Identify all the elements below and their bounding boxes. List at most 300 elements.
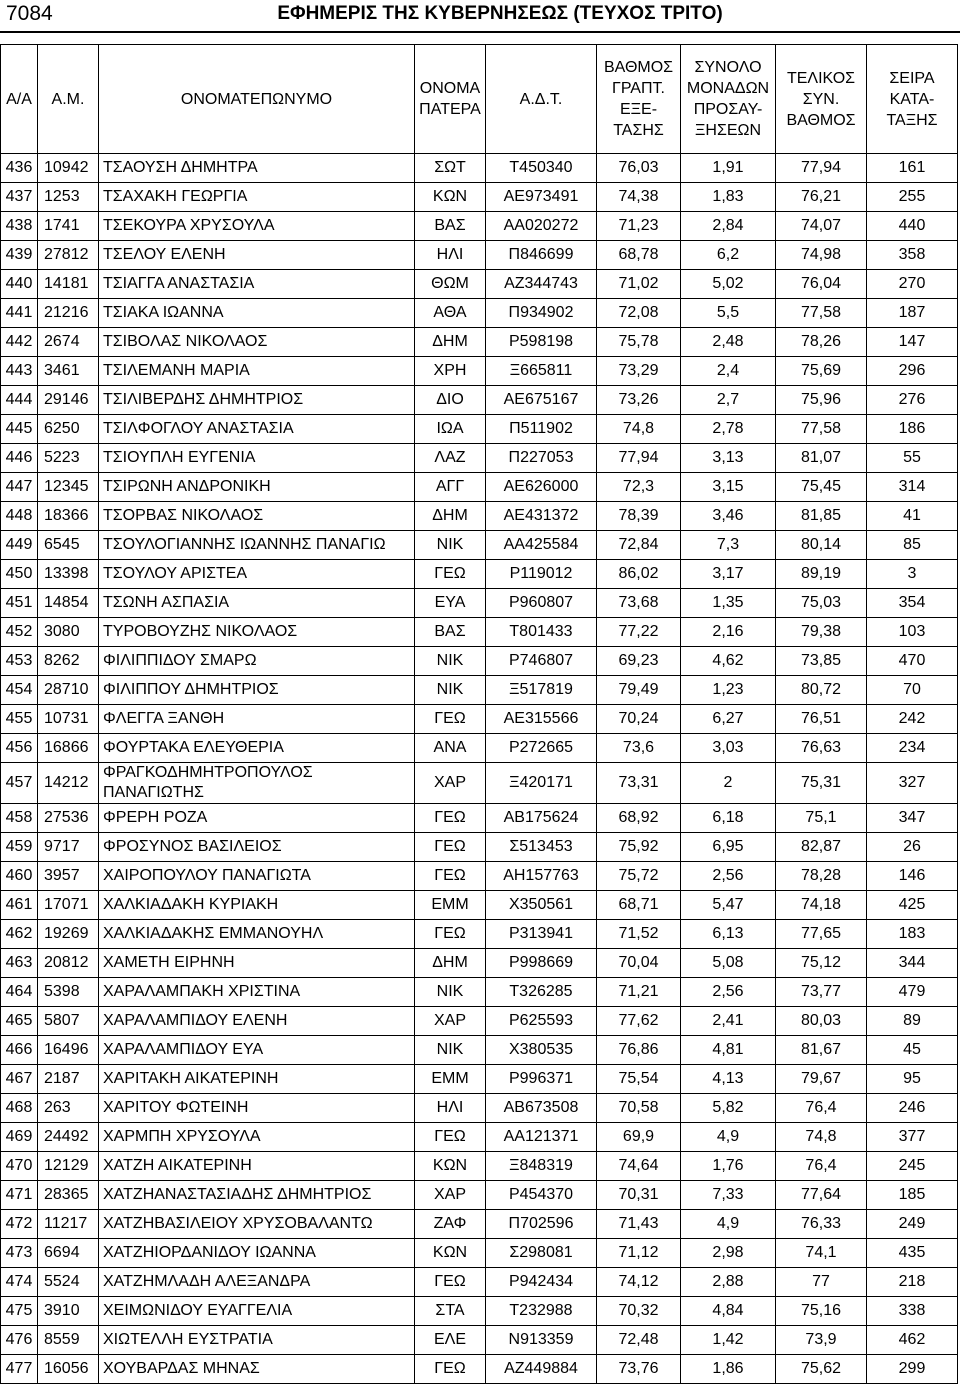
cell-final-grade: 77,58 <box>776 415 867 444</box>
cell-aa: 475 <box>1 1297 38 1326</box>
cell-rank: 161 <box>867 154 958 183</box>
cell-final-grade: 77,58 <box>776 299 867 328</box>
cell-am: 6694 <box>38 1239 99 1268</box>
cell-am: 10731 <box>38 705 99 734</box>
cell-exam-grade: 73,31 <box>597 763 681 804</box>
cell-name: ΦΛΕΓΓΑ ΞΑΝΘΗ <box>99 705 415 734</box>
cell-bonus: 7,3 <box>681 531 776 560</box>
header-line: ΜΟΝΑΔΩΝ <box>686 80 770 97</box>
cell-bonus: 2 <box>681 763 776 804</box>
cell-am: 5223 <box>38 444 99 473</box>
cell-final-grade: 77,64 <box>776 1181 867 1210</box>
cell-final-grade: 77 <box>776 1268 867 1297</box>
cell-am: 6545 <box>38 531 99 560</box>
cell-name: ΧΑΡΑΛΑΜΠΙΔΟΥ ΕΛΕΝΗ <box>99 1007 415 1036</box>
cell-rank: 347 <box>867 804 958 833</box>
header-line: ΚΑΤΑ- <box>889 90 935 108</box>
cell-aa: 471 <box>1 1181 38 1210</box>
cell-aa: 449 <box>1 531 38 560</box>
cell-name: ΧΟΥΒΑΡΔΑΣ ΜΗΝΑΣ <box>99 1355 415 1384</box>
cell-aa: 462 <box>1 920 38 949</box>
cell-id: Π511902 <box>486 415 597 444</box>
cell-id: Τ326285 <box>486 978 597 1007</box>
cell-rank: 147 <box>867 328 958 357</box>
cell-exam-grade: 76,03 <box>597 154 681 183</box>
cell-bonus: 5,08 <box>681 949 776 978</box>
cell-father: ΝΙΚ <box>415 978 486 1007</box>
cell-father: ΒΑΣ <box>415 212 486 241</box>
cell-id: Τ450340 <box>486 154 597 183</box>
cell-final-grade: 77,65 <box>776 920 867 949</box>
cell-rank: 55 <box>867 444 958 473</box>
cell-aa: 436 <box>1 154 38 183</box>
cell-name: ΤΣΙΛΙΒΕΡΔΗΣ ΔΗΜΗΤΡΙΟΣ <box>99 386 415 415</box>
cell-name: ΤΣΩΝΗ ΑΣΠΑΣΙΑ <box>99 589 415 618</box>
cell-aa: 439 <box>1 241 38 270</box>
cell-rank: 249 <box>867 1210 958 1239</box>
cell-id: Ρ625593 <box>486 1007 597 1036</box>
cell-name: ΧΑΡΜΠΗ ΧΡΥΣΟΥΛΑ <box>99 1123 415 1152</box>
table-header-row <box>1 45 958 154</box>
cell-final-grade: 75,03 <box>776 589 867 618</box>
cell-final-grade: 81,07 <box>776 444 867 473</box>
cell-final-grade: 89,19 <box>776 560 867 589</box>
cell-exam-grade: 69,23 <box>597 647 681 676</box>
cell-rank: 358 <box>867 241 958 270</box>
cell-bonus: 4,13 <box>681 1065 776 1094</box>
cell-rank: 45 <box>867 1036 958 1065</box>
cell-exam-grade: 68,92 <box>597 804 681 833</box>
table-row <box>1 502 958 531</box>
cell-exam-grade: 71,43 <box>597 1210 681 1239</box>
table-row <box>1 1094 958 1123</box>
cell-bonus: 1,42 <box>681 1326 776 1355</box>
cell-name: ΤΥΡΟΒΟΥΖΗΣ ΝΙΚΟΛΑΟΣ <box>99 618 415 647</box>
cell-exam-grade: 72,08 <box>597 299 681 328</box>
cell-bonus: 1,83 <box>681 183 776 212</box>
cell-am: 17071 <box>38 891 99 920</box>
cell-final-grade: 76,51 <box>776 705 867 734</box>
cell-am: 19269 <box>38 920 99 949</box>
cell-rank: 314 <box>867 473 958 502</box>
cell-bonus: 1,86 <box>681 1355 776 1384</box>
cell-exam-grade: 74,64 <box>597 1152 681 1181</box>
cell-name: ΦΙΛΙΠΠΙΔΟΥ ΣΜΑΡΩ <box>99 647 415 676</box>
cell-exam-grade: 79,49 <box>597 676 681 705</box>
cell-rank: 41 <box>867 502 958 531</box>
cell-id: ΑΕ315566 <box>486 705 597 734</box>
cell-am: 3910 <box>38 1297 99 1326</box>
cell-aa: 454 <box>1 676 38 705</box>
table-row <box>1 299 958 328</box>
cell-bonus: 3,03 <box>681 734 776 763</box>
table-row <box>1 183 958 212</box>
cell-rank: 185 <box>867 1181 958 1210</box>
cell-id: ΑΖ344743 <box>486 270 597 299</box>
table-row <box>1 618 958 647</box>
cell-name: ΤΣΟΡΒΑΣ ΝΙΚΟΛΑΟΣ <box>99 502 415 531</box>
cell-name: ΤΣΙΛΦΟΓΛΟΥ ΑΝΑΣΤΑΣΙΑ <box>99 415 415 444</box>
cell-exam-grade: 86,02 <box>597 560 681 589</box>
table-row <box>1 763 958 804</box>
cell-bonus: 2,48 <box>681 328 776 357</box>
cell-final-grade: 75,16 <box>776 1297 867 1326</box>
cell-id: ΑΑ020272 <box>486 212 597 241</box>
cell-id: Χ380535 <box>486 1036 597 1065</box>
cell-final-grade: 80,14 <box>776 531 867 560</box>
cell-rank: 354 <box>867 589 958 618</box>
cell-am: 3080 <box>38 618 99 647</box>
cell-bonus: 4,62 <box>681 647 776 676</box>
cell-name: ΧΑΛΚΙΑΔΑΚΗ ΚΥΡΙΑΚΗ <box>99 891 415 920</box>
cell-id: Ρ454370 <box>486 1181 597 1210</box>
cell-bonus: 6,13 <box>681 920 776 949</box>
cell-father: ΗΛΙ <box>415 241 486 270</box>
cell-am: 16496 <box>38 1036 99 1065</box>
cell-id: Ρ119012 <box>486 560 597 589</box>
table-row <box>1 647 958 676</box>
cell-final-grade: 75,62 <box>776 1355 867 1384</box>
cell-aa: 472 <box>1 1210 38 1239</box>
cell-am: 6250 <box>38 415 99 444</box>
cell-bonus: 7,33 <box>681 1181 776 1210</box>
cell-aa: 465 <box>1 1007 38 1036</box>
cell-am: 29146 <box>38 386 99 415</box>
cell-am: 12345 <box>38 473 99 502</box>
table-row <box>1 734 958 763</box>
cell-name: ΤΣΙΑΓΓΑ ΑΝΑΣΤΑΣΙΑ <box>99 270 415 299</box>
cell-bonus: 5,82 <box>681 1094 776 1123</box>
cell-exam-grade: 68,71 <box>597 891 681 920</box>
cell-father: ΕΜΜ <box>415 1065 486 1094</box>
header-line: ΣΕΙΡΑ <box>889 69 935 87</box>
cell-final-grade: 75,31 <box>776 763 867 804</box>
cell-am: 5398 <box>38 978 99 1007</box>
cell-father: ΔΙΟ <box>415 386 486 415</box>
cell-bonus: 6,95 <box>681 833 776 862</box>
cell-father: ΑΘΑ <box>415 299 486 328</box>
cell-aa: 453 <box>1 647 38 676</box>
cell-aa: 450 <box>1 560 38 589</box>
header-line: ΕΞΕ- <box>619 101 658 118</box>
cell-father: ΓΕΩ <box>415 705 486 734</box>
table-row <box>1 676 958 705</box>
cell-father: ΣΤΑ <box>415 1297 486 1326</box>
cell-id: Ρ598198 <box>486 328 597 357</box>
cell-father: ΝΙΚ <box>415 647 486 676</box>
cell-exam-grade: 71,12 <box>597 1239 681 1268</box>
table-row <box>1 978 958 1007</box>
cell-id: ΑΒ175624 <box>486 804 597 833</box>
table-row <box>1 891 958 920</box>
cell-exam-grade: 73,29 <box>597 357 681 386</box>
cell-name: ΧΑΙΡΟΠΟΥΛΟΥ ΠΑΝΑΓΙΩΤΑ <box>99 862 415 891</box>
page-header <box>0 0 960 36</box>
cell-id: Ρ272665 <box>486 734 597 763</box>
cell-father: ΣΩΤ <box>415 154 486 183</box>
cell-aa: 466 <box>1 1036 38 1065</box>
table-row <box>1 560 958 589</box>
cell-father: ΑΓΓ <box>415 473 486 502</box>
cell-name: ΤΣΑΧΑΚΗ ΓΕΩΡΓΙΑ <box>99 183 415 212</box>
cell-id: Π934902 <box>486 299 597 328</box>
cell-aa: 444 <box>1 386 38 415</box>
cell-father: ΑΝΑ <box>415 734 486 763</box>
cell-bonus: 4,9 <box>681 1123 776 1152</box>
cell-aa: 463 <box>1 949 38 978</box>
cell-exam-grade: 73,68 <box>597 589 681 618</box>
header-line: ΤΑΞΗΣ <box>886 111 938 129</box>
cell-final-grade: 73,9 <box>776 1326 867 1355</box>
cell-exam-grade: 74,12 <box>597 1268 681 1297</box>
cell-final-grade: 74,8 <box>776 1123 867 1152</box>
cell-id: Ξ848319 <box>486 1152 597 1181</box>
cell-exam-grade: 73,6 <box>597 734 681 763</box>
cell-aa: 440 <box>1 270 38 299</box>
cell-bonus: 3,15 <box>681 473 776 502</box>
cell-id: ΑΑ121371 <box>486 1123 597 1152</box>
cell-am: 28710 <box>38 676 99 705</box>
cell-name: ΧΑΤΖΗΒΑΣΙΛΕΙΟΥ ΧΡΥΣΟΒΑΛΑΝΤΩ <box>99 1210 415 1239</box>
cell-aa: 469 <box>1 1123 38 1152</box>
cell-am: 14181 <box>38 270 99 299</box>
cell-bonus: 3,46 <box>681 502 776 531</box>
cell-bonus: 1,23 <box>681 676 776 705</box>
cell-am: 3957 <box>38 862 99 891</box>
cell-father: ΙΩΑ <box>415 415 486 444</box>
cell-id: ΑΗ157763 <box>486 862 597 891</box>
cell-am: 14212 <box>38 763 99 804</box>
cell-father: ΝΙΚ <box>415 531 486 560</box>
cell-id: Ρ960807 <box>486 589 597 618</box>
cell-exam-grade: 75,92 <box>597 833 681 862</box>
table-row <box>1 804 958 833</box>
cell-final-grade: 76,4 <box>776 1152 867 1181</box>
table-row <box>1 1007 958 1036</box>
cell-bonus: 4,9 <box>681 1210 776 1239</box>
cell-aa: 457 <box>1 763 38 804</box>
cell-am: 5524 <box>38 1268 99 1297</box>
cell-bonus: 2,4 <box>681 357 776 386</box>
cell-am: 1253 <box>38 183 99 212</box>
cell-id: Τ232988 <box>486 1297 597 1326</box>
cell-aa: 451 <box>1 589 38 618</box>
table-row <box>1 1210 958 1239</box>
cell-rank: 218 <box>867 1268 958 1297</box>
cell-exam-grade: 73,26 <box>597 386 681 415</box>
cell-aa: 438 <box>1 212 38 241</box>
cell-bonus: 2,56 <box>681 978 776 1007</box>
cell-name: ΤΣΕΚΟΥΡΑ ΧΡΥΣΟΥΛΑ <box>99 212 415 241</box>
cell-id: Σ298081 <box>486 1239 597 1268</box>
header-line: ΠΑΤΕΡΑ <box>419 101 481 118</box>
cell-id: ΑΕ675167 <box>486 386 597 415</box>
cell-father: ΔΗΜ <box>415 502 486 531</box>
cell-final-grade: 78,26 <box>776 328 867 357</box>
cell-rank: 479 <box>867 978 958 1007</box>
cell-father: ΓΕΩ <box>415 1123 486 1152</box>
cell-id: Ξ517819 <box>486 676 597 705</box>
cell-rank: 183 <box>867 920 958 949</box>
cell-exam-grade: 76,86 <box>597 1036 681 1065</box>
header-line: ΤΑΣΗΣ <box>613 122 664 139</box>
cell-exam-grade: 70,32 <box>597 1297 681 1326</box>
col-header-bonus <box>681 45 776 154</box>
cell-name: ΤΣΙΑΚΑ ΙΩΑΝΝΑ <box>99 299 415 328</box>
cell-aa: 477 <box>1 1355 38 1384</box>
table-row <box>1 241 958 270</box>
cell-exam-grade: 75,54 <box>597 1065 681 1094</box>
table-row <box>1 386 958 415</box>
cell-id: ΑΑ425584 <box>486 531 597 560</box>
cell-am: 263 <box>38 1094 99 1123</box>
cell-bonus: 5,02 <box>681 270 776 299</box>
cell-aa: 455 <box>1 705 38 734</box>
cell-exam-grade: 70,58 <box>597 1094 681 1123</box>
cell-bonus: 2,16 <box>681 618 776 647</box>
cell-final-grade: 74,98 <box>776 241 867 270</box>
cell-exam-grade: 77,62 <box>597 1007 681 1036</box>
table-row <box>1 1239 958 1268</box>
cell-aa: 470 <box>1 1152 38 1181</box>
cell-exam-grade: 77,94 <box>597 444 681 473</box>
cell-bonus: 5,5 <box>681 299 776 328</box>
cell-name: ΦΡΑΓΚΟΔΗΜΗΤΡΟΠΟΥΛΟΣ ΠΑΝΑΓΙΩΤΗΣ <box>99 763 415 804</box>
cell-name: ΤΣΟΥΛΟΓΙΑΝΝΗΣ ΙΩΑΝΝΗΣ ΠΑΝΑΓΙΩ <box>99 531 415 560</box>
cell-final-grade: 76,4 <box>776 1094 867 1123</box>
table-row <box>1 1123 958 1152</box>
cell-rank: 435 <box>867 1239 958 1268</box>
cell-id: Ρ998669 <box>486 949 597 978</box>
cell-final-grade: 78,28 <box>776 862 867 891</box>
cell-name: ΤΣΟΥΛΟΥ ΑΡΙΣΤΕΑ <box>99 560 415 589</box>
cell-bonus: 3,17 <box>681 560 776 589</box>
cell-rank: 187 <box>867 299 958 328</box>
cell-am: 2674 <box>38 328 99 357</box>
cell-am: 24492 <box>38 1123 99 1152</box>
cell-name: ΦΡΕΡΗ ΡΟΖΑ <box>99 804 415 833</box>
cell-am: 18366 <box>38 502 99 531</box>
header-line: ΒΑΘΜΟΣ <box>786 111 856 129</box>
table-row <box>1 862 958 891</box>
cell-rank: 246 <box>867 1094 958 1123</box>
col-header-id: Α.Δ.Τ. <box>486 45 597 154</box>
cell-final-grade: 82,87 <box>776 833 867 862</box>
cell-rank: 95 <box>867 1065 958 1094</box>
cell-final-grade: 75,1 <box>776 804 867 833</box>
cell-rank: 3 <box>867 560 958 589</box>
table-row <box>1 357 958 386</box>
cell-id: Τ801433 <box>486 618 597 647</box>
cell-exam-grade: 70,31 <box>597 1181 681 1210</box>
cell-exam-grade: 71,02 <box>597 270 681 299</box>
cell-aa: 476 <box>1 1326 38 1355</box>
cell-id: ΑΒ673508 <box>486 1094 597 1123</box>
cell-bonus: 4,81 <box>681 1036 776 1065</box>
cell-rank: 296 <box>867 357 958 386</box>
table-row <box>1 444 958 473</box>
cell-final-grade: 75,69 <box>776 357 867 386</box>
cell-father: ΓΕΩ <box>415 862 486 891</box>
cell-aa: 441 <box>1 299 38 328</box>
cell-exam-grade: 73,76 <box>597 1355 681 1384</box>
cell-bonus: 5,47 <box>681 891 776 920</box>
cell-am: 2187 <box>38 1065 99 1094</box>
cell-am: 8262 <box>38 647 99 676</box>
cell-final-grade: 74,1 <box>776 1239 867 1268</box>
cell-final-grade: 75,96 <box>776 386 867 415</box>
cell-rank: 89 <box>867 1007 958 1036</box>
cell-name: ΤΣΙΟΥΠΛΗ ΕΥΓΕΝΙΑ <box>99 444 415 473</box>
cell-final-grade: 75,45 <box>776 473 867 502</box>
cell-rank: 85 <box>867 531 958 560</box>
cell-am: 9717 <box>38 833 99 862</box>
cell-name: ΧΑΜΕΤΗ ΕΙΡΗΝΗ <box>99 949 415 978</box>
cell-father: ΝΙΚ <box>415 676 486 705</box>
cell-rank: 26 <box>867 833 958 862</box>
cell-rank: 470 <box>867 647 958 676</box>
cell-rank: 242 <box>867 705 958 734</box>
cell-final-grade: 80,03 <box>776 1007 867 1036</box>
header-line: ΞΗΣΕΩΝ <box>694 122 762 139</box>
cell-am: 16056 <box>38 1355 99 1384</box>
cell-id: Ξ420171 <box>486 763 597 804</box>
cell-am: 13398 <box>38 560 99 589</box>
table-row <box>1 1036 958 1065</box>
cell-name: ΤΣΕΛΟΥ ΕΛΕΝΗ <box>99 241 415 270</box>
cell-bonus: 3,13 <box>681 444 776 473</box>
cell-bonus: 2,41 <box>681 1007 776 1036</box>
cell-rank: 186 <box>867 415 958 444</box>
header-line: ΓΡΑΠΤ. <box>612 80 665 97</box>
table-row <box>1 1268 958 1297</box>
cell-id: Ν913359 <box>486 1326 597 1355</box>
results-table <box>0 44 958 1384</box>
cell-father: ΚΩΝ <box>415 1239 486 1268</box>
cell-bonus: 1,76 <box>681 1152 776 1181</box>
cell-father: ΖΑΦ <box>415 1210 486 1239</box>
cell-aa: 464 <box>1 978 38 1007</box>
cell-rank: 338 <box>867 1297 958 1326</box>
cell-id: Ρ746807 <box>486 647 597 676</box>
table-row <box>1 1297 958 1326</box>
col-header-exam <box>597 45 681 154</box>
col-header-father <box>415 45 486 154</box>
cell-father: ΛΑΖ <box>415 444 486 473</box>
cell-rank: 440 <box>867 212 958 241</box>
cell-bonus: 6,27 <box>681 705 776 734</box>
cell-father: ΗΛΙ <box>415 1094 486 1123</box>
cell-father: ΓΕΩ <box>415 1355 486 1384</box>
header-line: ΠΡΟΣΑΥ- <box>693 101 763 118</box>
cell-rank: 462 <box>867 1326 958 1355</box>
cell-aa: 458 <box>1 804 38 833</box>
cell-father: ΕΛΕ <box>415 1326 486 1355</box>
cell-am: 8559 <box>38 1326 99 1355</box>
cell-father: ΕΥΑ <box>415 589 486 618</box>
cell-bonus: 6,2 <box>681 241 776 270</box>
cell-id: Σ513453 <box>486 833 597 862</box>
cell-exam-grade: 72,48 <box>597 1326 681 1355</box>
cell-aa: 442 <box>1 328 38 357</box>
cell-am: 1741 <box>38 212 99 241</box>
cell-exam-grade: 71,52 <box>597 920 681 949</box>
cell-final-grade: 79,67 <box>776 1065 867 1094</box>
cell-am: 27536 <box>38 804 99 833</box>
cell-name: ΤΣΑΟΥΣΗ ΔΗΜΗΤΡΑ <box>99 154 415 183</box>
cell-name: ΧΑΛΚΙΑΔΑΚΗΣ ΕΜΜΑΝΟΥΗΛ <box>99 920 415 949</box>
cell-rank: 70 <box>867 676 958 705</box>
